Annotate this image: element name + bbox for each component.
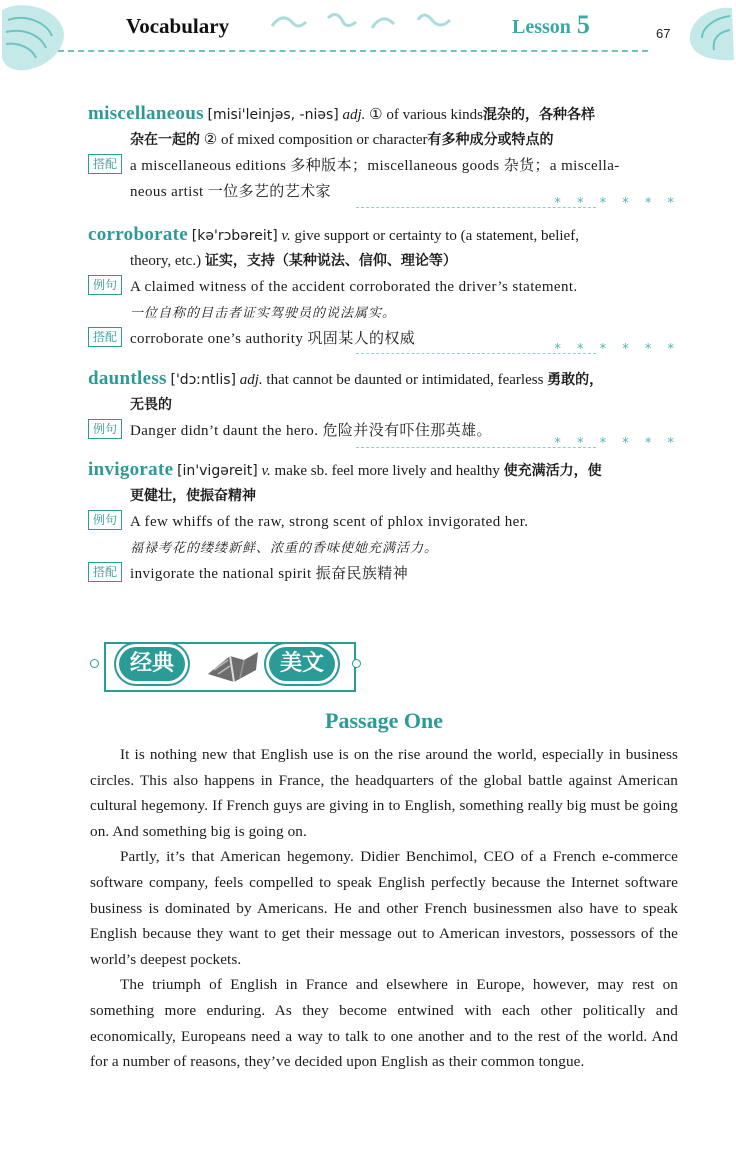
pronunciation: [misi'leinjəs, -niəs] [207,107,339,123]
example-translation-line [88,300,680,326]
example-tag: 例句 [88,275,122,295]
separator-stars: * * * * * * [554,342,680,357]
passage-paragraph: Partly, it’s that American hegemony. Didier Benchimol, CEO of a French e-commerce software company, feels compelled to speak English perfectly because the Internet software business is dominated by Americans. He and other French businessmen also have to speak English because they want to get their message out to American investors, possessors of the world’s deepest pockets. [90,848,678,968]
collocation-text: corroborate one’s authority 巩固某人的权威 [130,331,416,347]
banner-dot-left [90,659,99,668]
banner-dot-right [352,659,361,668]
definition-cn: 混杂的，各种各样 [483,107,595,123]
pronunciation: ['dɔːntlis] [170,372,236,388]
headword: invigorate [88,459,174,480]
headword: dauntless [88,368,167,389]
pronunciation: [in'vigəreit] [177,463,258,479]
definition-cn: 无畏的 [130,397,172,413]
entry-line [88,392,680,418]
lesson-label [512,10,590,40]
shell-decoration-left [0,0,80,80]
headword: miscellaneous [88,103,204,124]
collocation-tag: 搭配 [88,327,122,347]
page-number: 67 [656,26,671,41]
shell-decoration-right [672,4,736,64]
lesson-label-text: Lesson [512,16,571,38]
example-text: A claimed witness of the accident corroborated the driver’s statement. [130,279,578,295]
part-of-speech: adj. [239,372,263,388]
vocab-entry-dauntless [88,366,680,444]
definition-cn: 使充满活力，使 [503,463,602,479]
definition-cn: 更健壮，使振奋精神 [130,488,256,504]
entry-line [88,457,680,483]
example-translation-line [88,535,680,561]
definition: make sb. feel more lively and healthy [274,463,500,479]
example-translation: 一位自称的目击者证实驾驶员的说法属实。 [130,306,397,321]
definition-cn: 勇敢的， [547,372,604,388]
vocab-entry-miscellaneous [88,101,680,205]
pronunciation: [kə'rɔbəreit] [191,228,278,244]
lesson-number: 5 [576,10,590,39]
headword: corroborate [88,224,189,245]
example-text: A few whiffs of the raw, strong scent of phlox invigorated her. [130,514,529,530]
definition: theory, etc.) [130,253,202,269]
collocation-line [88,153,680,179]
collocation-tag: 搭配 [88,562,122,582]
part-of-speech: v. [261,463,271,479]
book-icon [204,644,262,686]
entry-line [88,101,680,127]
collocation-tag: 搭配 [88,154,122,174]
passage-title: Passage One [325,708,443,733]
entry-line [88,248,680,274]
entry-line [88,483,680,509]
banner-label-right: 美文 [266,644,338,684]
definition-cn: 证实，支持（某种说法、信仰、理论等） [204,253,457,269]
vocab-entry-invigorate [88,457,680,587]
entry-separator [356,342,680,360]
definition: give support or certainty to (a statement, belief, [294,228,579,244]
page-header [0,0,736,80]
entry-separator [356,196,680,214]
entry-line [88,366,680,392]
swirl-decoration [268,6,458,36]
banner-label-left: 经典 [116,644,188,684]
definition-cn: 杂在一起的 [130,132,200,148]
entry-separator [356,436,680,454]
collocation-text: neous artist 一位多艺的艺术家 [130,184,331,200]
entry-line [88,127,680,153]
collocation-text: invigorate the national spirit 振奋民族精神 [130,566,409,582]
separator-stars: * * * * * * [554,196,680,211]
example-tag: 例句 [88,510,122,530]
header-divider [58,50,648,52]
definition-cn: 有多种成分或特点的 [427,132,554,148]
example-translation: 福禄考花的缕缕新鲜、浓重的香味使她充满活力。 [130,541,439,556]
collocation-text: a miscellaneous editions 多种版本；miscellaneous goods 杂货；a miscella- [130,158,620,174]
separator-stars: * * * * * * [554,436,680,451]
passage-paragraph: The triumph of English in France and elsewhere in Europe, however, may rest on something more enduring. As they become entwined with each other politically and economically, Europeans need a way to talk to one another and to the rest of the world. And for a number of reasons, they’ve decided upon English as their common tongue. [90,976,678,1071]
example-tag: 例句 [88,419,122,439]
definition: ② of mixed composition or character [203,132,428,148]
definition: that cannot be daunted or intimidated, fearless [266,372,544,388]
passage-body [90,742,678,1075]
example-line [88,509,680,535]
definition: ① of various kinds [369,107,483,123]
classic-essay-banner [94,636,364,696]
vocab-entry-corroborate [88,222,680,352]
section-title: Vocabulary [126,14,230,38]
entry-line [88,222,680,248]
part-of-speech: adj. [342,107,366,123]
example-line [88,274,680,300]
example-text: Danger didn’t daunt the hero. 危险并没有吓住那英雄。 [130,423,492,439]
part-of-speech: v. [281,228,291,244]
passage-paragraph: It is nothing new that English use is on the rise around the world, especially in business circles. This also happens in France, the headquarters of the global battle against American cultural hegemony. If French guys are giving in to English, something really big must be going on. And something big is going on. [90,746,678,840]
collocation-line [88,561,680,587]
